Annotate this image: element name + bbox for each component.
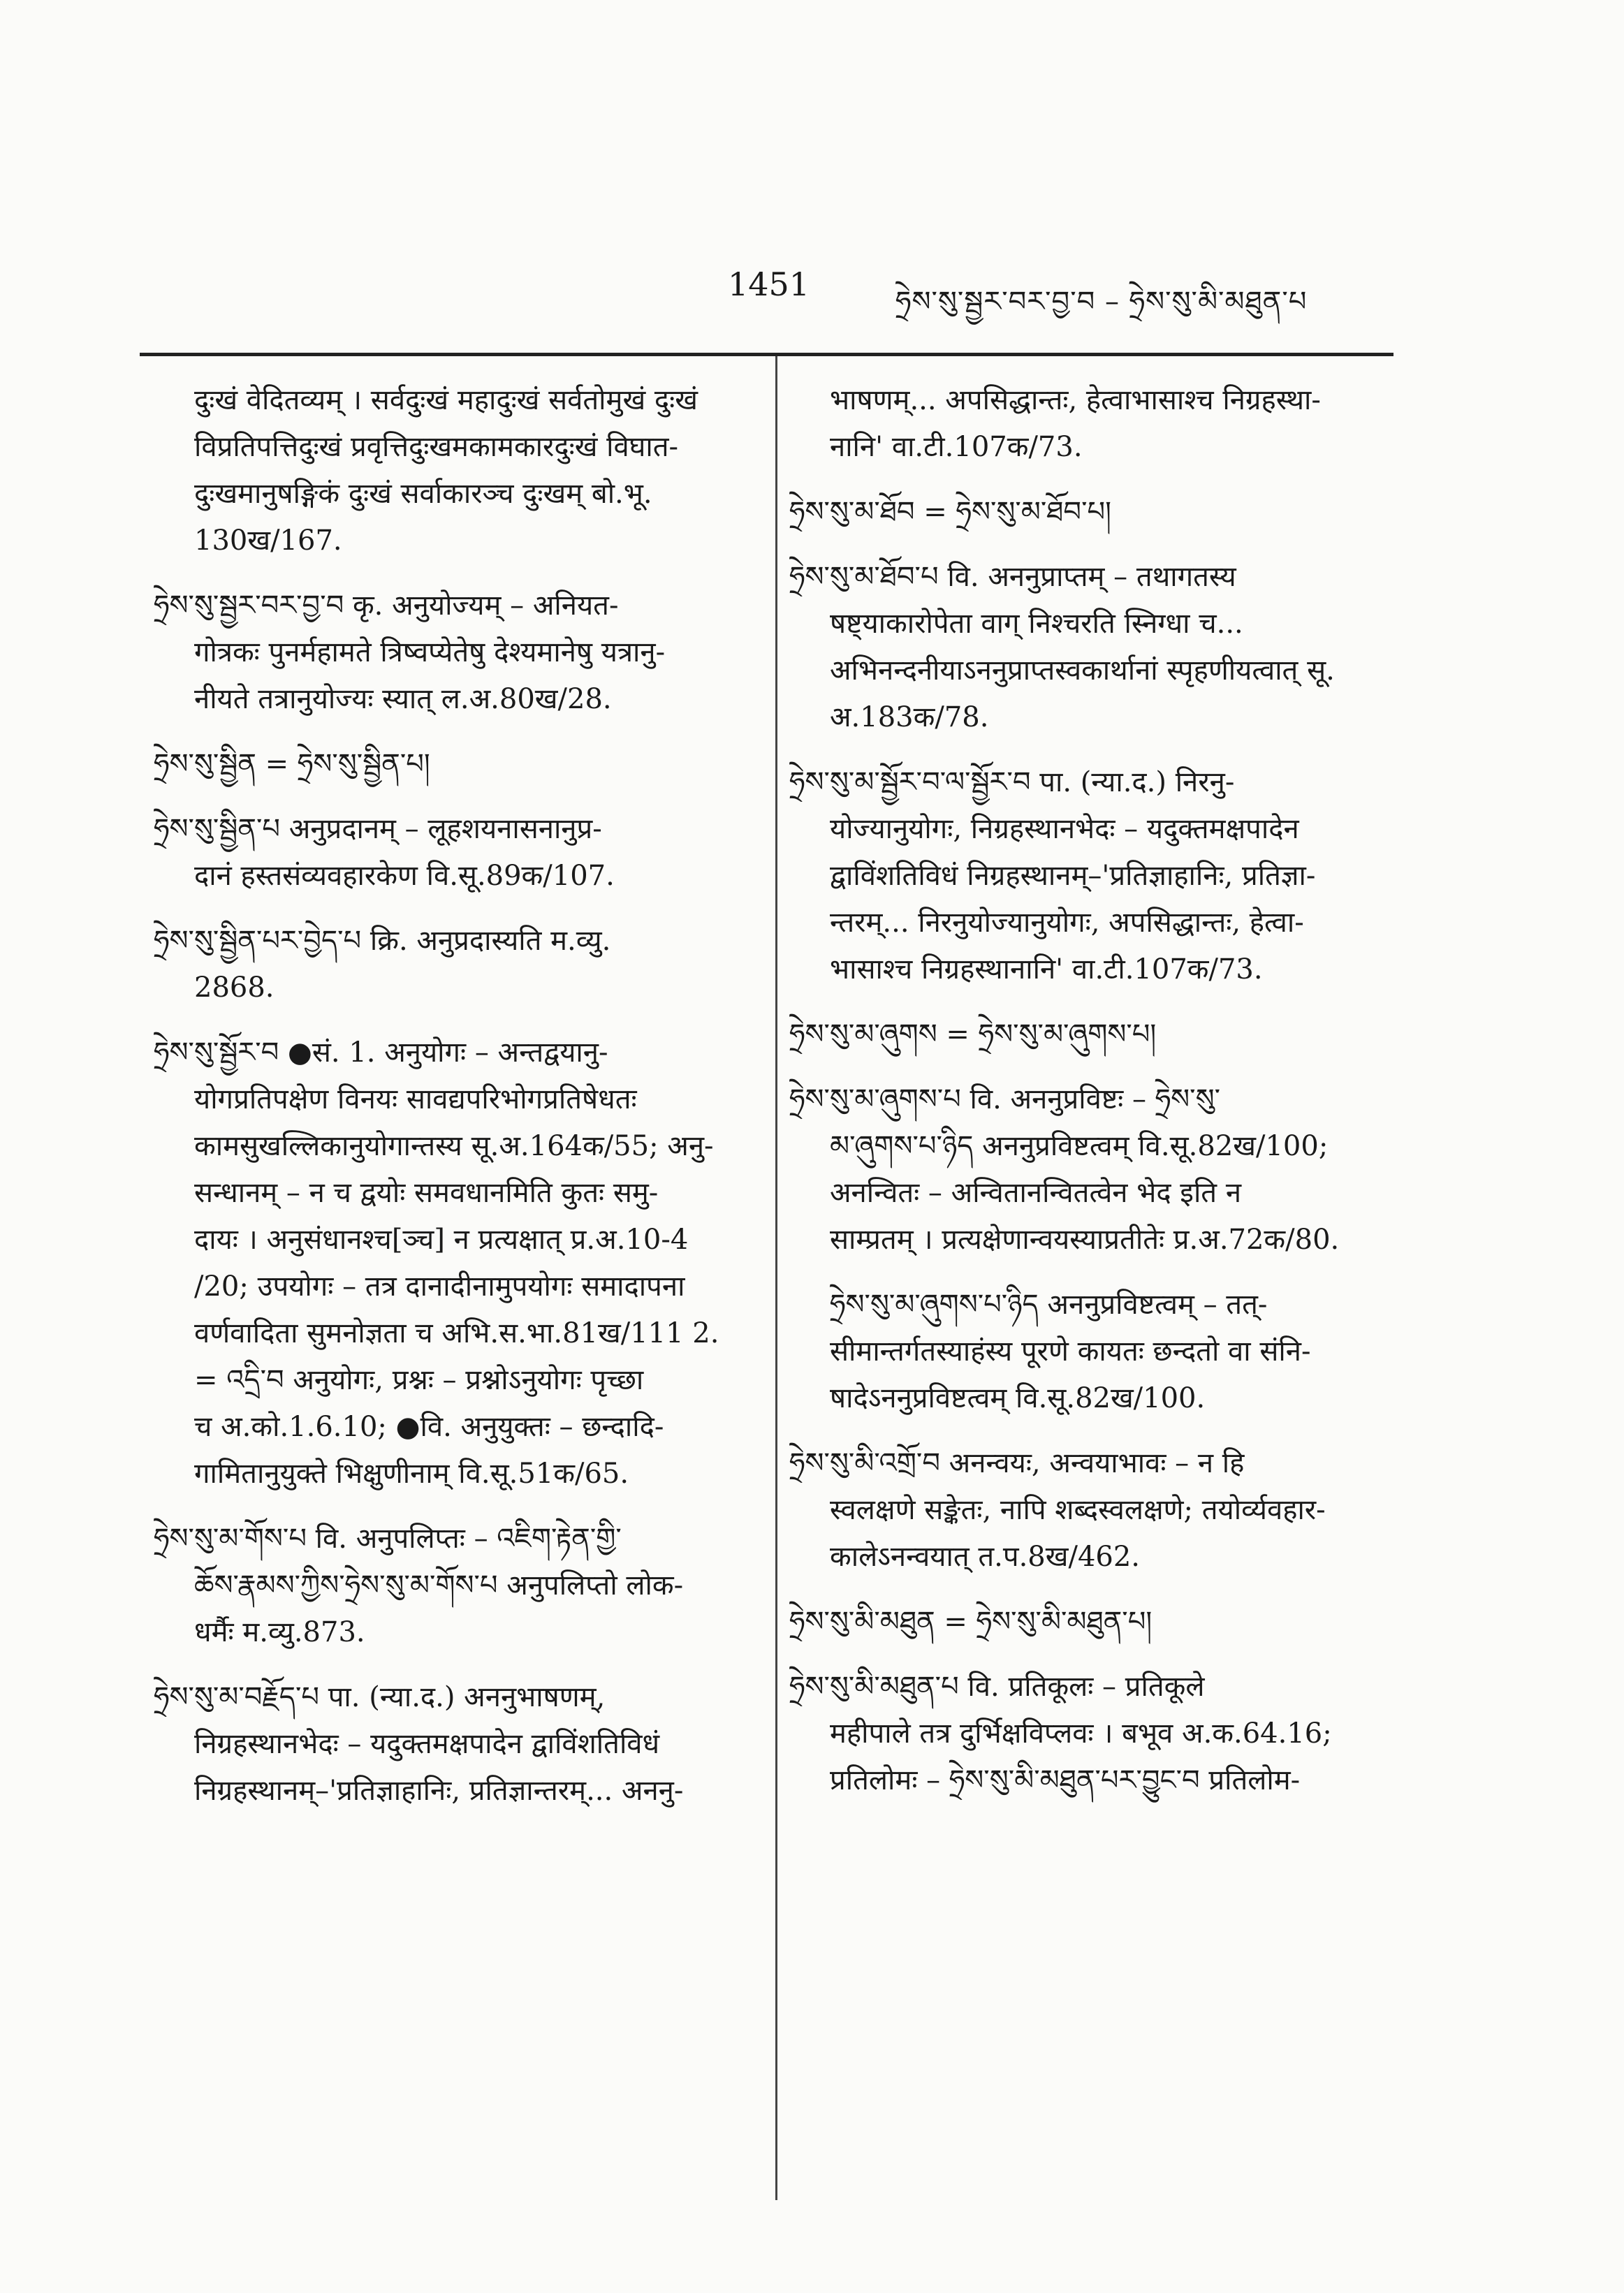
entry-headword-line: ཧྲེས་སུ་མ་ཞུགས = ཧྲེས་སུ་མ་ཞུགས་པ། <box>789 1018 1157 1050</box>
text-line: दानं हस्तसंव्यवहारकेण वि.सू.89क/107. <box>194 860 615 892</box>
entry-headword-line: ཧྲེས་སུ་མི་མཐུན་པ वि. प्रतिकूलः – प्रतिकूले <box>789 1671 1205 1703</box>
text-line: षष्ट्याकारोपेता वाग् निश्चरति स्निग्धा च... <box>830 608 1243 640</box>
text-line: च अ.को.1.6.10; ●वि. अनुयुक्तः – छन्दादि- <box>194 1411 664 1443</box>
entry-headword-line: ཧྲེས་སུ་མི་མཐུན = ཧྲེས་སུ་མི་མཐུན་པ། <box>789 1606 1153 1638</box>
text-line: भासाश्च निग्रहस्थानानि' वा.टी.107क/73. <box>830 953 1263 986</box>
text-line: प्रतिलोमः – ཧྲེས་སུ་མི་མཐུན་པར་བྱུང་བ प्रतिलोम- <box>830 1764 1301 1796</box>
running-head: ཧྲེས་སུ་སྦྱར་བར་བྱ་བ – ཧྲེས་སུ་མི་མཐུན་པ <box>895 286 1308 318</box>
text-line: अनन्वितः – अन्वितानन्वितत्वेन भेद इति न <box>830 1177 1242 1209</box>
text-line: कालेऽनन्वयात् त.प.8ख/462. <box>830 1541 1141 1573</box>
text-line: योगप्रतिपक्षेण विनयः सावद्यपरिभोगप्रतिषेधतः <box>194 1083 637 1115</box>
text-line: दुःखमानुषङ्गिकं दुःखं सर्वाकारञ्च दुःखम् बो.भू. <box>194 478 652 510</box>
text-line: वर्णवादिता सुमनोज्ञता च अभि.स.भा.81ख/111 2. <box>194 1317 719 1349</box>
text-line: गोत्रकः पुनर्महामते त्रिष्वप्येतेषु देश्यमानेषु यत्रानु- <box>194 636 666 668</box>
text-line: गामितानुयुक्ते भिक्षुणीनाम् वि.सू.51क/65. <box>194 1458 629 1490</box>
text-line: མ་ཞུགས་པ་ཉིད अननुप्रविष्टत्वम् वि.सू.82ख/100; <box>830 1130 1329 1162</box>
column-divider <box>775 356 777 2200</box>
entry-headword-line: ཧྲེས་སུ་མ་ཐོབ་པ वि. अननुप्राप्तम् – तथागतस्य <box>789 561 1236 593</box>
text-line: /20; उपयोगः – तत्र दानादीनामुपयोगः समादापना <box>194 1270 685 1303</box>
entry-headword-line: ཧྲེས་སུ་མ་ཐོབ = ཧྲེས་སུ་མ་ཐོབ་པ། <box>789 496 1111 528</box>
page-number: 1451 <box>728 265 810 303</box>
text-line: = འདྲི་བ अनुयोगः, प्रश्नः – प्रश्नोऽनुयोगः पृच्छा <box>194 1364 644 1396</box>
text-line: धर्मैः म.व्यु.873. <box>194 1616 365 1648</box>
text-line: योज्यानुयोगः, निग्रहस्थानभेदः – यदुक्तमक्षपादेन <box>830 813 1299 845</box>
text-line: 2868. <box>194 972 275 1004</box>
text-line: स्वलक्षणे सङ्केतः, नापि शब्दस्वलक्षणे; तयोर्व्यवहार- <box>830 1494 1326 1526</box>
entry-headword-line: ཧྲེས་སུ་སྦྱར་བར་བྱ་བ कृ. अनुयोज्यम् – अनियत- <box>154 589 619 622</box>
right-column <box>789 377 1390 1804</box>
text-line: 130ख/167. <box>194 525 342 557</box>
entry-headword-line: ཧྲེས་སུ་སྦྱོར་བ ●सं. 1. अनुयोगः – अन्तद्वयानु- <box>154 1036 608 1069</box>
text-line: नानि' वा.टी.107क/73. <box>830 431 1083 463</box>
text-line: द्वाविंशतिविधं निग्रहस्थानम्–'प्रतिज्ञाहानिः, प्रतिज्ञा- <box>830 860 1316 892</box>
text-line: कामसुखल्लिकानुयोगान्तस्य सू.अ.164क/55; अनु- <box>194 1130 714 1162</box>
text-line: सन्धानम् – न च द्वयोः समवधानमिति कुतः समु- <box>194 1177 659 1209</box>
entry-headword-line: ཧྲེས་སུ་མི་འགྲོ་བ अनन्वयः, अन्वयाभावः – न हि <box>789 1447 1245 1479</box>
text-line: अभिनन्दनीयाऽननुप्राप्तस्वकार्थानां स्पृहणीयत्वात् सू. <box>830 654 1335 687</box>
text-line: साम्प्रतम् । प्रत्यक्षेणान्वयस्याप्रतीतेः प्र.अ.72क/80. <box>830 1224 1340 1256</box>
left-column <box>154 377 754 1815</box>
text-line: न्तरम्... निरनुयोज्यानुयोगः, अपसिद्धान्तः, हेत्वा- <box>830 907 1304 939</box>
entry-headword-line: ཧྲེས་སུ་མ་གོས་པ वि. अनुपलिप्तः – འཇིག་རྟེན་གྱི་ <box>154 1523 622 1555</box>
entry-headword-line: ཧྲེས་སུ་མ་ཞུགས་པ वि. अननुप्रविष्टः – ཧྲེས་སུ་ <box>789 1083 1220 1115</box>
text-line: भाषणम्... अपसिद्धान्तः, हेत्वाभासाश्च निग्रहस्था- <box>830 384 1321 416</box>
entry-headword-line: ཧྲེས་སུ་མ་སྦྱོར་བ་ལ་སྦྱོར་བ पा. (न्या.द.) निरनु- <box>789 766 1235 798</box>
text-line: महीपाले तत्र दुर्भिक्षविप्लवः । बभूव अ.क.64.16; <box>830 1717 1332 1750</box>
text-line: नीयते तत्रानुयोज्यः स्यात् ल.अ.80ख/28. <box>194 683 612 715</box>
text-line: निग्रहस्थानम्–'प्रतिज्ञाहानिः, प्रतिज्ञान्तरम्... अननु- <box>194 1775 684 1807</box>
entry-headword-line: ཧྲེས་སུ་མ་བརྗོད་པ पा. (न्या.द.) अननुभाषणम्, <box>154 1681 606 1713</box>
text-line: षादेऽननुप्रविष्टत्वम् वि.सू.82ख/100. <box>830 1382 1206 1414</box>
entry-headword-line: ཧྲེས་སུ་སྦྱིན་པ अनुप्रदानम् – लूहशयनासनानुप्र- <box>154 813 602 845</box>
entry-headword-line: ཧྲེས་སུ་སྦྱིན = ཧྲེས་སུ་སྦྱིན་པ། <box>154 748 430 780</box>
sub-entry-line: ཧྲེས་སུ་མ་ཞུགས་པ་ཉིད अननुप्रविष्टत्वम् – तत्- <box>830 1289 1268 1321</box>
text-line: सीमान्तर्गतस्याहंस्य पूरणे कायतः छन्दतो वा संनि- <box>830 1335 1311 1368</box>
text-line: ཆོས་རྣམས་ཀྱིས་ཧྲེས་སུ་མ་གོས་པ अनुपलिप्तो लोक- <box>194 1569 684 1602</box>
header-rule <box>140 353 1393 356</box>
page-header <box>140 265 1390 318</box>
text-line: अ.183क/78. <box>830 701 989 733</box>
text-line: निग्रहस्थानभेदः – यदुक्तमक्षपादेन द्वाविंशतिविधं <box>194 1728 660 1760</box>
text-line: विप्रतिपत्तिदुःखं प्रवृत्तिदुःखमकामकारदुःखं विघात- <box>194 431 679 463</box>
entry-headword-line: ཧྲེས་སུ་སྦྱིན་པར་བྱེད་པ क्रि. अनुप्रदास्यति म.व्यु. <box>154 925 611 957</box>
text-line: दायः । अनुसंधानश्च[ञ्च] न प्रत्यक्षात् प्र.अ.10-4 <box>194 1224 689 1256</box>
text-line: दुःखं वेदितव्यम् । सर्वदुःखं महादुःखं सर्वतोमुखं दुःखं <box>194 384 698 416</box>
